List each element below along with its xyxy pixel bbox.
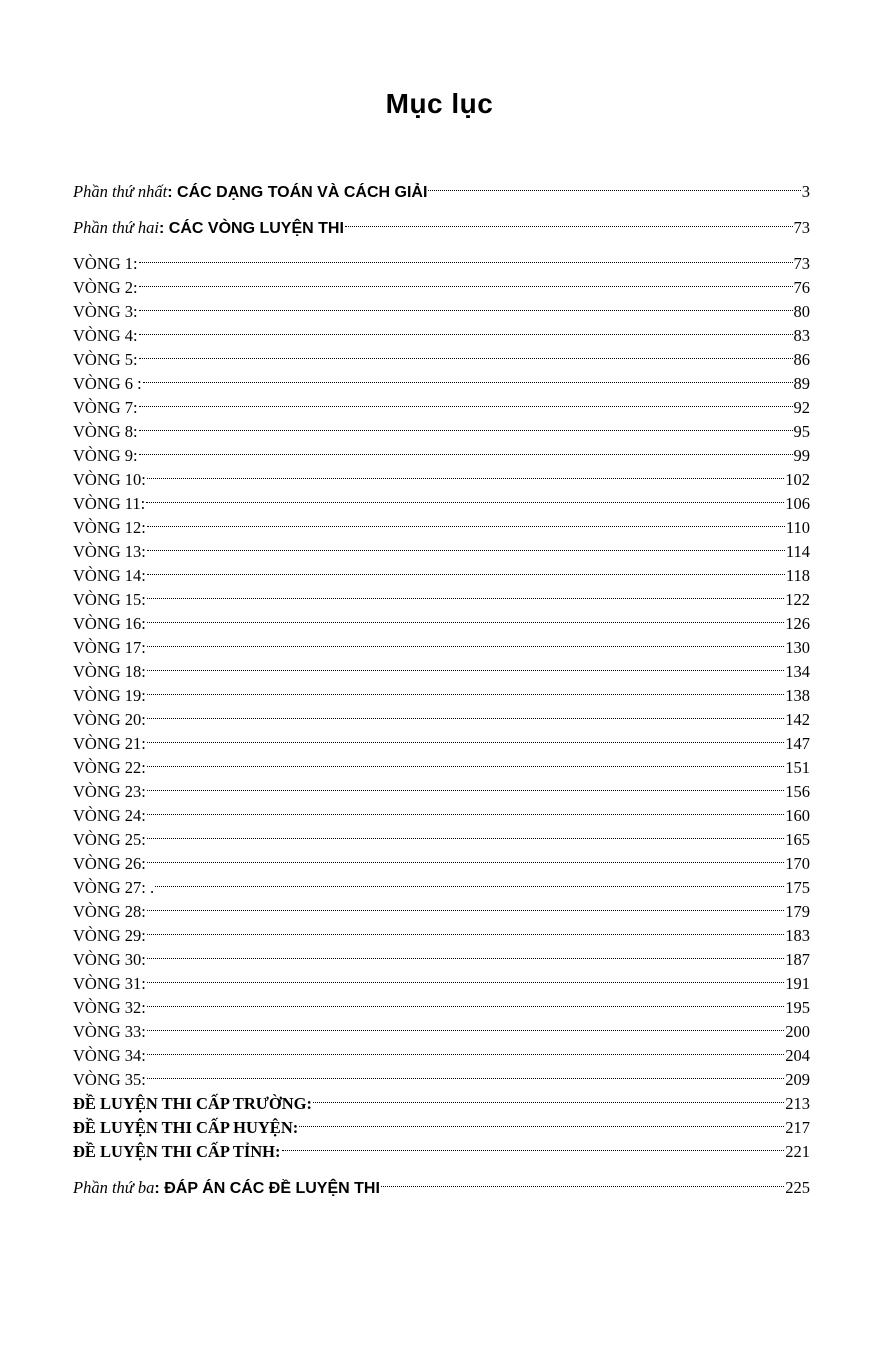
dot-leader: [139, 389, 793, 413]
toc-entry-page: 217: [785, 1118, 810, 1137]
toc-round-entry[interactable]: [73, 893, 810, 921]
part-2-separator: :: [159, 220, 169, 237]
dot-leader: [147, 509, 785, 533]
toc-entry-label: VÒNG 31:: [73, 974, 146, 993]
toc-entry-label: VÒNG 23:: [73, 782, 146, 801]
toc-entry-page: 170: [785, 854, 810, 873]
part-2-page: 73: [793, 218, 810, 237]
toc-round-entry[interactable]: [73, 653, 810, 681]
toc-round-entry[interactable]: [73, 845, 810, 873]
toc-entry-label: VÒNG 12:: [73, 518, 146, 537]
toc-part-3[interactable]: [73, 1169, 810, 1197]
toc-entry-label: VÒNG 9:: [73, 446, 138, 465]
toc-entry-page: 92: [793, 398, 810, 417]
toc-round-entry[interactable]: [73, 581, 810, 609]
toc-entry-page: 221: [785, 1142, 810, 1161]
toc-entry-label: VÒNG 25:: [73, 830, 146, 849]
toc-entry-page: 130: [785, 638, 810, 657]
dot-leader: [313, 1085, 784, 1109]
toc-round-entry[interactable]: [73, 533, 810, 561]
part-3-separator: :: [154, 1180, 165, 1197]
part-2-prefix: Phần thứ hai: [73, 218, 159, 237]
toc-entry-label: VÒNG 17:: [73, 638, 146, 657]
toc-entry-label: VÒNG 3:: [73, 302, 138, 321]
dot-leader: [139, 413, 793, 437]
dot-leader: [155, 869, 784, 893]
toc-round-entry[interactable]: [73, 1037, 810, 1065]
toc-entry-page: 147: [785, 734, 810, 753]
toc-entry-page: 95: [793, 422, 810, 441]
toc-entry-label: VÒNG 10:: [73, 470, 146, 489]
dot-leader: [428, 173, 800, 197]
toc-entry-page: 89: [793, 374, 810, 393]
toc-round-entry[interactable]: [73, 269, 810, 297]
dot-leader: [147, 821, 784, 845]
toc-entry-page: 134: [785, 662, 810, 681]
toc-entry-page: 110: [785, 518, 810, 537]
toc-round-entry[interactable]: [73, 317, 810, 345]
toc-entry-label: VÒNG 15:: [73, 590, 146, 609]
dot-leader: [147, 773, 784, 797]
toc-round-entry[interactable]: [73, 677, 810, 705]
toc-entry-label: VÒNG 26:: [73, 854, 146, 873]
toc-entry-label: VÒNG 8:: [73, 422, 138, 441]
page-title: Mục lục: [385, 88, 494, 119]
toc-entry-page: 73: [793, 254, 810, 273]
toc-entry-page: 80: [793, 302, 810, 321]
toc-entry-label: VÒNG 2:: [73, 278, 138, 297]
toc-round-entry[interactable]: [73, 245, 810, 273]
toc-entry-page: 204: [785, 1046, 810, 1065]
toc-round-entry[interactable]: [73, 461, 810, 489]
part-2-heading: CÁC VÒNG LUYỆN THI: [168, 220, 344, 237]
toc-entry-label: VÒNG 18:: [73, 662, 146, 681]
toc-entry-page: 165: [785, 830, 810, 849]
dot-leader: [139, 341, 793, 365]
toc-exam-entry[interactable]: [73, 1109, 810, 1137]
toc-entry-page: 142: [785, 710, 810, 729]
toc-round-entry[interactable]: [73, 989, 810, 1017]
toc-entry-page: 191: [785, 974, 810, 993]
toc-round-entry[interactable]: [73, 629, 810, 657]
part-3-page: 225: [785, 1178, 810, 1197]
part-3-heading: ĐÁP ÁN CÁC ĐỀ LUYỆN THI: [164, 1180, 380, 1197]
toc-entry-label: VÒNG 11:: [73, 494, 146, 513]
toc-entry-label: VÒNG 14:: [73, 566, 146, 585]
dot-leader: [147, 845, 784, 869]
dot-leader: [299, 1109, 784, 1133]
toc-entry-label: ĐỀ LUYỆN THI CẤP HUYỆN:: [73, 1118, 299, 1137]
dot-leader: [147, 725, 784, 749]
toc-entry-label: VÒNG 30:: [73, 950, 146, 969]
toc-round-entry[interactable]: [73, 749, 810, 777]
toc-entry-label: VÒNG 13:: [73, 542, 146, 561]
toc-part-2[interactable]: [73, 209, 810, 237]
part-1-heading: CÁC DẠNG TOÁN VÀ CÁCH GIẢI: [177, 184, 428, 201]
toc-entry-label: VÒNG 24:: [73, 806, 146, 825]
toc-entry-page: 86: [793, 350, 810, 369]
toc-entry-label: VÒNG 6 :: [73, 374, 142, 393]
dot-leader: [147, 917, 784, 941]
toc-round-entry[interactable]: [73, 965, 810, 993]
dot-leader: [139, 245, 793, 269]
dot-leader: [146, 485, 784, 509]
toc-entry-label: VÒNG 5:: [73, 350, 138, 369]
dot-leader: [147, 749, 784, 773]
toc-entry-page: 122: [785, 590, 810, 609]
toc-round-entry[interactable]: [73, 701, 810, 729]
dot-leader: [147, 605, 784, 629]
toc-entry-page: 138: [785, 686, 810, 705]
toc-entry-label: VÒNG 33:: [73, 1022, 146, 1041]
toc-entry-page: 160: [785, 806, 810, 825]
toc-entry-label: VÒNG 21:: [73, 734, 146, 753]
dot-leader: [139, 269, 793, 293]
toc-round-entry[interactable]: [73, 557, 810, 585]
dot-leader: [147, 1037, 784, 1061]
toc-entry-label: VÒNG 32:: [73, 998, 146, 1017]
dot-leader: [147, 893, 784, 917]
dot-leader: [147, 533, 785, 557]
toc-entry-page: 76: [793, 278, 810, 297]
toc-entry-label: ĐỀ LUYỆN THI CẤP TRƯỜNG:: [73, 1094, 312, 1113]
toc-round-entry[interactable]: [73, 389, 810, 417]
dot-leader: [139, 293, 793, 317]
toc-entry-page: 179: [785, 902, 810, 921]
toc-entry-label: VÒNG 4:: [73, 326, 138, 345]
toc-entry-label: VÒNG 19:: [73, 686, 146, 705]
toc-round-entry[interactable]: [73, 1013, 810, 1041]
toc-entry-page: 156: [785, 782, 810, 801]
toc-round-entry[interactable]: [73, 413, 810, 441]
dot-leader: [282, 1133, 785, 1157]
toc-entry-page: 126: [785, 614, 810, 633]
toc-round-entry[interactable]: [73, 941, 810, 969]
toc-round-entry[interactable]: [73, 365, 810, 393]
toc-part-1[interactable]: [73, 173, 810, 201]
toc-entry-label: VÒNG 27: .: [73, 878, 155, 897]
part-1-prefix: Phần thứ nhất: [73, 182, 168, 201]
toc-round-entry[interactable]: [73, 509, 810, 537]
toc-round-entry[interactable]: [73, 1061, 810, 1089]
part-3-prefix: Phần thứ ba: [73, 1178, 155, 1197]
dot-leader: [143, 365, 793, 389]
dot-leader: [139, 317, 793, 341]
toc-entry-label: VÒNG 22:: [73, 758, 146, 777]
toc-entry-page: 83: [793, 326, 810, 345]
toc-round-entry[interactable]: [73, 797, 810, 825]
toc-exam-entry[interactable]: [73, 1133, 810, 1161]
toc-round-entry[interactable]: [73, 869, 810, 897]
dot-leader: [147, 461, 784, 485]
dot-leader: [147, 1013, 784, 1037]
toc-round-entry[interactable]: [73, 341, 810, 369]
toc-exam-entry[interactable]: [73, 1085, 810, 1113]
toc-entry-page: 114: [785, 542, 810, 561]
toc-entry-page: 209: [785, 1070, 810, 1089]
dot-leader: [147, 629, 784, 653]
dot-leader: [147, 581, 784, 605]
dot-leader: [147, 557, 785, 581]
toc-entry-page: 175: [785, 878, 810, 897]
dot-leader: [147, 989, 784, 1013]
toc-round-entry[interactable]: [73, 821, 810, 849]
dot-leader: [147, 797, 784, 821]
toc-entry-label: VÒNG 28:: [73, 902, 146, 921]
toc-entry-label: VÒNG 20:: [73, 710, 146, 729]
toc-entry-page: 195: [785, 998, 810, 1017]
toc-round-entry[interactable]: [73, 485, 810, 513]
toc-round-entry[interactable]: [73, 773, 810, 801]
dot-leader: [147, 653, 784, 677]
toc-entry-label: VÒNG 16:: [73, 614, 146, 633]
toc-entry-label: ĐỀ LUYỆN THI CẤP TỈNH:: [73, 1142, 281, 1161]
toc-round-entry[interactable]: [73, 293, 810, 321]
toc-round-entry[interactable]: [73, 437, 810, 465]
toc-entry-page: 200: [785, 1022, 810, 1041]
dot-leader: [147, 965, 784, 989]
part-1-page: 3: [801, 182, 810, 201]
dot-leader: [345, 209, 793, 233]
dot-leader: [147, 701, 784, 725]
dot-leader: [381, 1169, 784, 1193]
toc-entry-page: 183: [785, 926, 810, 945]
toc-entry-page: 213: [785, 1094, 810, 1113]
toc-round-entry[interactable]: [73, 725, 810, 753]
dot-leader: [139, 437, 793, 461]
toc-entry-label: VÒNG 35:: [73, 1070, 146, 1089]
toc-round-entry[interactable]: [73, 605, 810, 633]
toc-entry-page: 99: [793, 446, 810, 465]
toc-entry-label: VÒNG 29:: [73, 926, 146, 945]
toc-entry-label: VÒNG 34:: [73, 1046, 146, 1065]
toc-round-entry[interactable]: [73, 917, 810, 945]
toc-entry-page: 151: [785, 758, 810, 777]
part-1-separator: :: [167, 184, 178, 201]
toc-entry-page: 118: [785, 566, 810, 585]
toc-entry-page: 102: [785, 470, 810, 489]
dot-leader: [147, 1061, 784, 1085]
dot-leader: [147, 941, 784, 965]
toc-entry-label: VÒNG 7:: [73, 398, 138, 417]
toc-entry-label: VÒNG 1:: [73, 254, 138, 273]
dot-leader: [147, 677, 784, 701]
toc-entry-page: 106: [785, 494, 810, 513]
toc-entry-page: 187: [785, 950, 810, 969]
